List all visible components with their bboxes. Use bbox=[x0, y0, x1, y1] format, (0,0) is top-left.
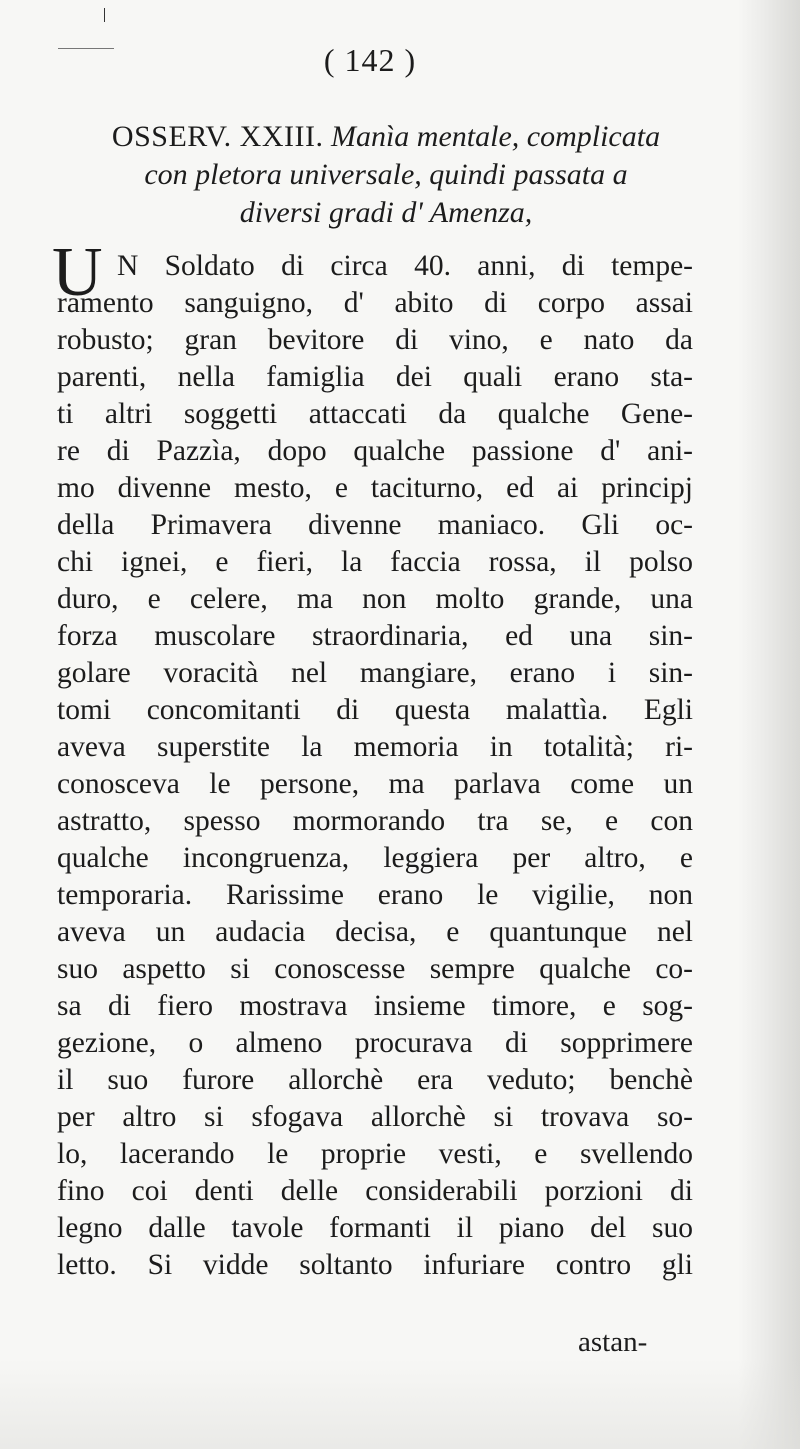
heading-title-line-3: diversi gradi d' Amenza, bbox=[239, 196, 533, 229]
text-line: temporaria. Rarissime erano le vigilie, non bbox=[57, 879, 693, 911]
text-line: suo aspetto si conoscesse sempre qualche co- bbox=[57, 953, 693, 985]
text-line: re di Pazzìa, dopo qualche passione d' ani- bbox=[57, 435, 693, 467]
page-number: ( 142 ) bbox=[323, 42, 417, 78]
page-bottom-shadow bbox=[0, 1359, 800, 1449]
text-line: qualche incongruenza, leggiera per altro, e bbox=[57, 842, 693, 874]
page-gutter-shadow bbox=[738, 0, 800, 1449]
text-line: duro, e celere, ma non molto grande, una bbox=[57, 583, 693, 615]
scan-mark bbox=[104, 8, 105, 22]
text-line: golare voracità nel mangiare, erano i sin- bbox=[57, 657, 693, 689]
text-line: il suo furore allorchè era veduto; benchè bbox=[57, 1064, 693, 1096]
catchword: astan- bbox=[578, 1326, 648, 1358]
text-line: parenti, nella famiglia dei quali erano sta- bbox=[57, 361, 693, 393]
text-line: legno dalle tavole formanti il piano del suo bbox=[57, 1212, 693, 1244]
text-line: forza muscolare straordinaria, ed una sin- bbox=[57, 620, 693, 652]
text-line: gezione, o almeno procurava di sopprimere bbox=[57, 1027, 693, 1059]
text-line: lo, lacerando le proprie vesti, e svellendo bbox=[57, 1138, 693, 1170]
text-line: ti altri soggetti attaccati da qualche Gene- bbox=[57, 398, 693, 430]
text-line: ramento sanguigno, d' abito di corpo assai bbox=[57, 287, 693, 319]
drop-cap: U bbox=[52, 234, 103, 311]
section-heading bbox=[56, 118, 716, 232]
text-line: per altro si sfogava allorchè si trovava so- bbox=[57, 1101, 693, 1133]
text-line: tomi concomitanti di questa malattìa. Egli bbox=[57, 694, 693, 726]
text-line: robusto; gran bevitore di vino, e nato da bbox=[57, 324, 693, 356]
text-line: aveva un audacia decisa, e quantunque nel bbox=[57, 916, 693, 948]
heading-title-line-1: Manìa mentale, complicata bbox=[330, 120, 661, 153]
text-line: mo divenne mesto, e taciturno, ed ai principj bbox=[57, 472, 693, 504]
text-line: conosceva le persone, ma parlava come un bbox=[57, 768, 693, 800]
text-line: letto. Si vidde soltanto infuriare contro gli bbox=[57, 1249, 693, 1281]
heading-title-line-2: con pletora universale, quindi passata a bbox=[144, 158, 628, 191]
text-line: fino coi denti delle considerabili porzioni di bbox=[57, 1175, 693, 1207]
text-line: astratto, spesso mormorando tra se, e con bbox=[57, 805, 693, 837]
text-line: sa di fiero mostrava insieme timore, e sog- bbox=[57, 990, 693, 1022]
text-line: N Soldato di circa 40. anni, di tempe- bbox=[117, 250, 693, 282]
text-line: della Primavera divenne maniaco. Gli oc- bbox=[57, 509, 693, 541]
observation-number: OSSERV. XXIII. bbox=[111, 120, 324, 153]
text-line: aveva superstite la memoria in totalità; ri- bbox=[57, 731, 693, 763]
body-text bbox=[57, 248, 693, 1284]
text-line: chi ignei, e fieri, la faccia rossa, il polso bbox=[57, 546, 693, 578]
